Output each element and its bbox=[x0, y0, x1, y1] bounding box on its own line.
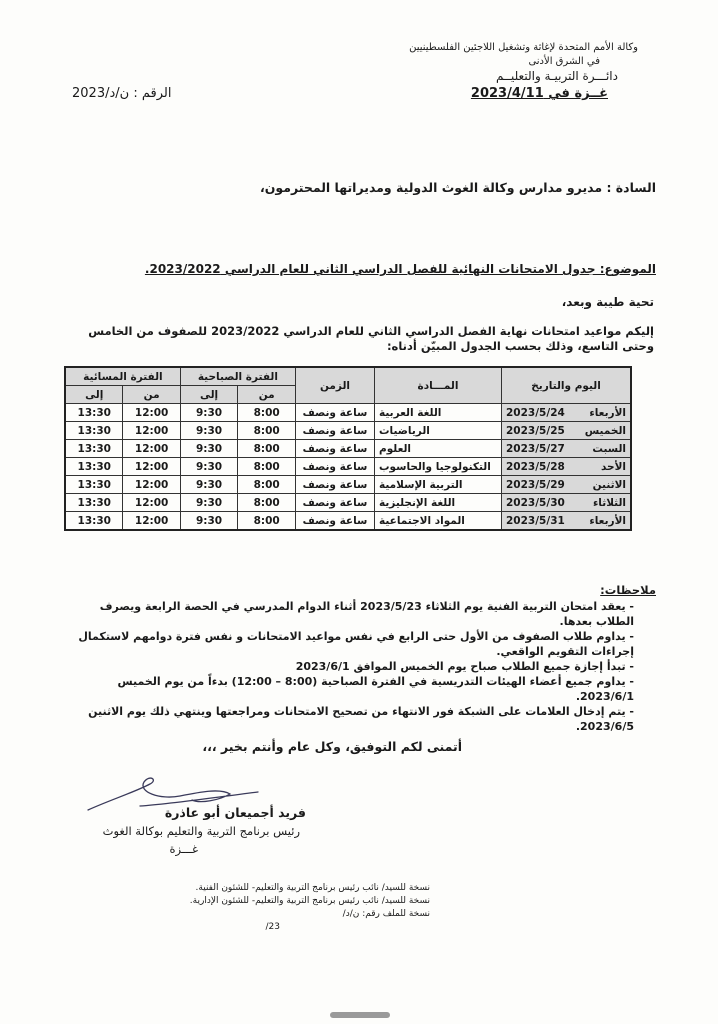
subject-text: الموضوع: جدول الامتحانات النهائية للفصل الدراسي الثاني للعام الدراسي 2023/2022. bbox=[144, 262, 656, 276]
copy-line: نسخة للملف رقم: ن/د/ bbox=[342, 909, 430, 919]
date: 2023/5/25 bbox=[506, 424, 565, 437]
header-subject: المـــادة bbox=[375, 367, 502, 404]
evening-from-cell: 12:00 bbox=[123, 404, 180, 422]
note-item: - يعقد امتحان التربية الفنية يوم الثلاثاء 2023/5/23 أثناء الدوام المدرسي في الحصة الرابعة ويصرف الطلاب بعدها. bbox=[64, 599, 634, 629]
morning-to-cell: 9:30 bbox=[180, 440, 238, 458]
evening-from-cell: 12:00 bbox=[123, 422, 180, 440]
evening-to-cell: 13:30 bbox=[65, 404, 123, 422]
duration-cell: ساعة ونصف bbox=[296, 476, 375, 494]
evening-from-cell: 12:00 bbox=[123, 476, 180, 494]
org-line-2: في الشرق الأدنى bbox=[528, 56, 600, 67]
note-item: - يداوم جميع أعضاء الهيئات التدريسية في الفترة الصباحية (8:00 – 12:00) بدءاً من يوم الخميس 2023/6/1. bbox=[64, 674, 634, 704]
org-line-1: وكالة الأمم المتحدة لإغاثة وتشغيل اللاجئين الفلسطينيين bbox=[409, 42, 638, 53]
subject-cell: التربية الإسلامية bbox=[375, 476, 502, 494]
day: السبت bbox=[592, 442, 626, 455]
table-row bbox=[65, 404, 631, 422]
duration-cell: ساعة ونصف bbox=[296, 422, 375, 440]
reference-number: الرقم : ن/د/2023 bbox=[72, 86, 172, 101]
evening-from-cell: 12:00 bbox=[123, 494, 180, 512]
morning-from-cell: 8:00 bbox=[238, 458, 296, 476]
morning-to-cell: 9:30 bbox=[180, 512, 238, 531]
day-date-cell bbox=[502, 494, 632, 512]
evening-to-cell: 13:30 bbox=[65, 494, 123, 512]
evening-from-cell: 12:00 bbox=[123, 440, 180, 458]
subject-cell: اللغة العربية bbox=[375, 404, 502, 422]
day: الأحد bbox=[600, 460, 626, 473]
table-row bbox=[65, 458, 631, 476]
duration-cell: ساعة ونصف bbox=[296, 404, 375, 422]
morning-to-cell: 9:30 bbox=[180, 494, 238, 512]
date: 2023/5/28 bbox=[506, 460, 565, 473]
signatory-name: فريد أجميعان أبو عاذرة bbox=[164, 805, 306, 820]
header-duration: الزمن bbox=[296, 367, 375, 404]
note-item: - يتم إدخال العلامات على الشبكة فور الانتهاء من تصحيح الامتحانات ومراجعتها وينتهي ذلك يوم الاثنين 2023/6/5. bbox=[64, 704, 634, 734]
header-evening-from: من bbox=[123, 386, 180, 404]
day: الأربعاء bbox=[589, 514, 626, 527]
header-evening-to: إلى bbox=[65, 386, 123, 404]
date: 2023/5/24 bbox=[506, 406, 565, 419]
note-item: - تبدأ إجازة جميع الطلاب صباح يوم الخميس الموافق 2023/6/1 bbox=[64, 659, 634, 674]
day: الثلاثاء bbox=[592, 496, 626, 509]
day: الخميس bbox=[584, 424, 626, 437]
day: الاثنين bbox=[592, 478, 626, 491]
date: 2023/5/29 bbox=[506, 478, 565, 491]
copy-line: نسخة للسيد/ نائب رئيس برنامج التربية والتعليم- للشئون الإدارية. bbox=[189, 896, 430, 906]
header-morning: الفترة الصباحية bbox=[180, 367, 295, 386]
evening-to-cell: 13:30 bbox=[65, 422, 123, 440]
day-date-cell bbox=[502, 404, 632, 422]
copy-line: 23/ bbox=[265, 922, 280, 932]
evening-from-cell: 12:00 bbox=[123, 458, 180, 476]
morning-to-cell: 9:30 bbox=[180, 404, 238, 422]
duration-cell: ساعة ونصف bbox=[296, 440, 375, 458]
day-date-cell bbox=[502, 440, 632, 458]
day-date-cell bbox=[502, 512, 632, 531]
closing-line: أتمنى لكم التوفيق، وكل عام وأنتم بخير ،،، bbox=[202, 739, 462, 754]
table-row bbox=[65, 422, 631, 440]
subject-cell: المواد الاجتماعية bbox=[375, 512, 502, 531]
addressee-line: السادة : مديرو مدارس وكالة الغوث الدولية ومديراتها المحترمون، bbox=[259, 180, 656, 195]
signatory-city: غـــزة bbox=[169, 842, 198, 856]
header-morning-to: إلى bbox=[180, 386, 238, 404]
date: 2023/5/31 bbox=[506, 514, 565, 527]
evening-to-cell: 13:30 bbox=[65, 440, 123, 458]
notes-title: ملاحظات: bbox=[600, 583, 656, 597]
header-morning-from: من bbox=[238, 386, 296, 404]
place-date: غــزة في 2023/4/11 bbox=[470, 86, 608, 101]
day-date-cell bbox=[502, 458, 632, 476]
date: 2023/5/27 bbox=[506, 442, 565, 455]
subject-cell: اللغة الإنجليزية bbox=[375, 494, 502, 512]
evening-to-cell: 13:30 bbox=[65, 476, 123, 494]
day-date-cell bbox=[502, 476, 632, 494]
table-row bbox=[65, 440, 631, 458]
day: الأربعاء bbox=[589, 406, 626, 419]
subject-cell: الرياضيات bbox=[375, 422, 502, 440]
header-evening: الفترة المسائية bbox=[65, 367, 180, 386]
day-date-cell bbox=[502, 422, 632, 440]
duration-cell: ساعة ونصف bbox=[296, 494, 375, 512]
note-item: - يداوم طلاب الصفوف من الأول حتى الرابع في نفس مواعيد الامتحانات و نفس فترة دوامهم لاستكمال إجراءات التقويم الواقعي. bbox=[64, 629, 634, 659]
subject-line bbox=[145, 262, 656, 276]
morning-from-cell: 8:00 bbox=[238, 404, 296, 422]
morning-to-cell: 9:30 bbox=[180, 458, 238, 476]
evening-to-cell: 13:30 bbox=[65, 512, 123, 531]
exam-schedule-table bbox=[64, 366, 632, 531]
morning-to-cell: 9:30 bbox=[180, 476, 238, 494]
subject-cell: التكنولوجيا والحاسوب bbox=[375, 458, 502, 476]
evening-to-cell: 13:30 bbox=[65, 458, 123, 476]
signatory-title: رئيس برنامج التربية والتعليم بوكالة الغوث bbox=[102, 824, 300, 838]
morning-from-cell: 8:00 bbox=[238, 476, 296, 494]
evening-from-cell: 12:00 bbox=[123, 512, 180, 531]
duration-cell: ساعة ونصف bbox=[296, 512, 375, 531]
table-row bbox=[65, 494, 631, 512]
table-row bbox=[65, 476, 631, 494]
copy-line: نسخة للسيد/ نائب رئيس برنامج التربية والتعليم- للشئون الفنية. bbox=[195, 883, 430, 893]
morning-from-cell: 8:00 bbox=[238, 512, 296, 531]
greeting: تحية طيبة وبعد، bbox=[561, 295, 654, 309]
duration-cell: ساعة ونصف bbox=[296, 458, 375, 476]
morning-to-cell: 9:30 bbox=[180, 422, 238, 440]
table-row bbox=[65, 512, 631, 531]
copies-block bbox=[110, 882, 430, 934]
date: 2023/5/30 bbox=[506, 496, 565, 509]
header-day-date: اليوم والتاريخ bbox=[502, 367, 632, 404]
morning-from-cell: 8:00 bbox=[238, 422, 296, 440]
bottom-divider bbox=[330, 1012, 390, 1018]
department-name: دائـــرة التربيـة والتعليــم bbox=[495, 69, 618, 83]
morning-from-cell: 8:00 bbox=[238, 494, 296, 512]
subject-cell: العلوم bbox=[375, 440, 502, 458]
notes-list bbox=[64, 599, 648, 734]
morning-from-cell: 8:00 bbox=[238, 440, 296, 458]
intro-paragraph: إليكم مواعيد امتحانات نهاية الفصل الدراسي الثاني للعام الدراسي 2023/2022 للصفوف من الخامس وحتى التاسع، وذلك بحسب الجدول المبيّن أدناه: bbox=[88, 324, 654, 353]
